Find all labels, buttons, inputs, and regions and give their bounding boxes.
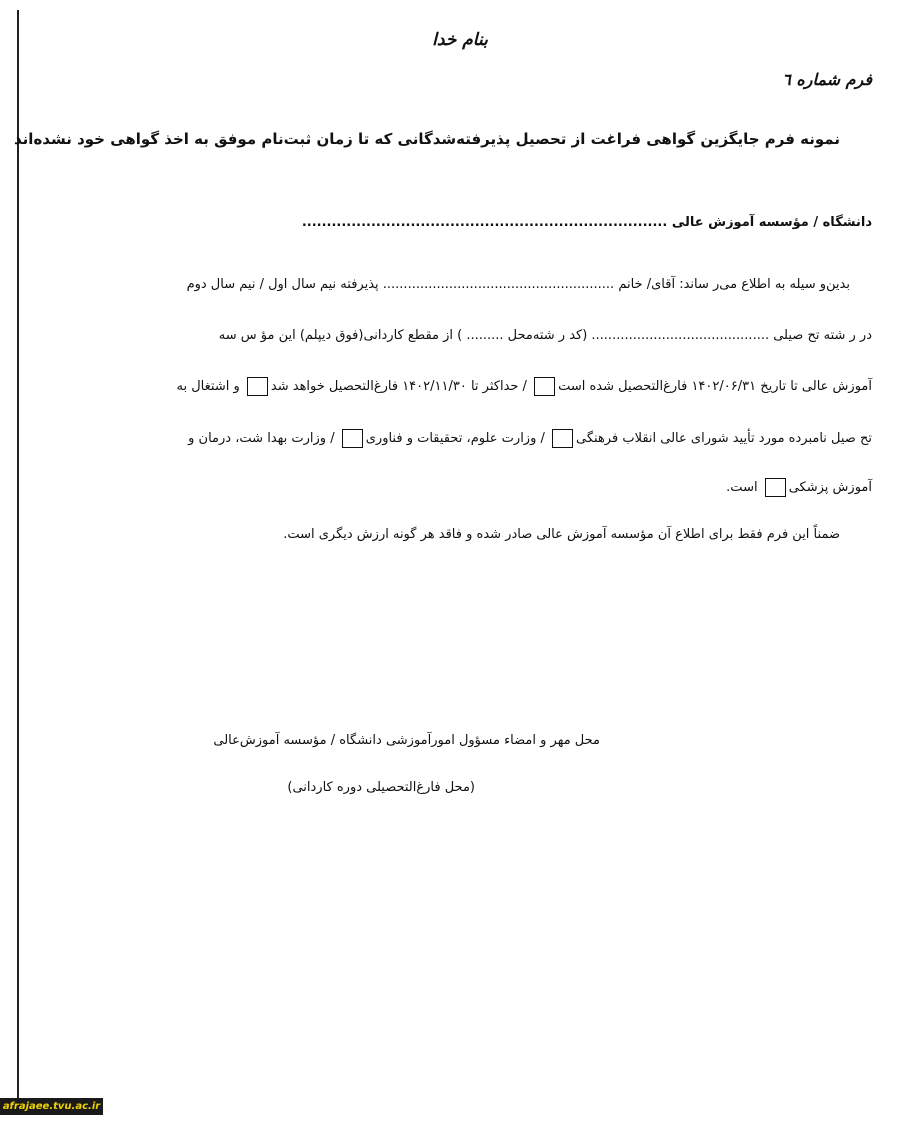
ministry-science-text: / وزارت علوم، تحقیقات و فناوری — [365, 431, 545, 446]
cultural-council-text: تح صیل نامبرده مورد تأیید شورای عالی انقلاب فرهنگی — [576, 431, 872, 446]
ministry-science-checkbox[interactable] — [342, 429, 363, 448]
ministry-health-text: / وزارت بهدا شت، درمان و — [188, 431, 335, 446]
graduated-checkbox[interactable] — [534, 377, 555, 396]
medical-education-text: آموزش پزشکی — [788, 480, 872, 495]
page-left-border — [17, 10, 19, 1100]
signature-place: محل مهر و امضاء مسؤول امورآموزشی دانشگاه / مؤسسه آموزش‌عالی — [213, 733, 600, 748]
university-line: دانشگاه / مؤسسه آموزش عالی .......................................................................... — [301, 215, 872, 230]
graduated-text: آموزش عالی تا تاریخ ۱۴۰۲/۰۶/۳۱ فارغ‌التحصیل شده است — [558, 379, 872, 394]
field-of-study-line: در ر شته تح صیلی ........................................... (کد ر شته‌محل ......... ) از مقطع کاردانی(فوق دیپلم) این مؤ س سه — [218, 328, 872, 343]
site-watermark: afrajaee.tvu.ac.ir — [0, 1098, 103, 1115]
form-title: نمونه فرم جایگزین گواهی فراغت از تحصیل پذیرفته‌شدگانی که تا زمان ثبت‌نام موفق به اخذ گواهی خود نشده‌اند — [14, 130, 840, 148]
medical-education-checkbox[interactable] — [765, 478, 786, 497]
announcement-line: بدین‌و سیله به اطلاع می‌ر ساند: آقای/ خانم ........................................................ پذیرفته نیم سال اول / نیم سال دوم — [186, 277, 850, 292]
form-number: فرم شماره ٦ — [782, 70, 872, 89]
is-text: است. — [726, 480, 758, 495]
will-graduate-checkbox[interactable] — [247, 377, 268, 396]
validity-note: ضمناً این فرم فقط برای اطلاع آن مؤسسه آموزش عالی صادر شده و فاقد هر گونه ارزش دیگری است. — [283, 527, 840, 542]
medical-education-line — [726, 478, 872, 497]
graduation-place-note: (محل فارغ‌التحصیلی دوره کاردانی) — [287, 780, 475, 795]
approval-line — [188, 429, 872, 448]
will-graduate-text: / حداکثر تا ۱۴۰۲/۱۱/۳۰ فارغ‌التحصیل خواهد شد — [270, 379, 527, 394]
study-continuation-text: و اشتغال به — [176, 379, 240, 394]
cultural-council-checkbox[interactable] — [552, 429, 573, 448]
graduation-date-line — [177, 377, 872, 396]
bismillah-heading: بنام خدا — [432, 30, 488, 50]
